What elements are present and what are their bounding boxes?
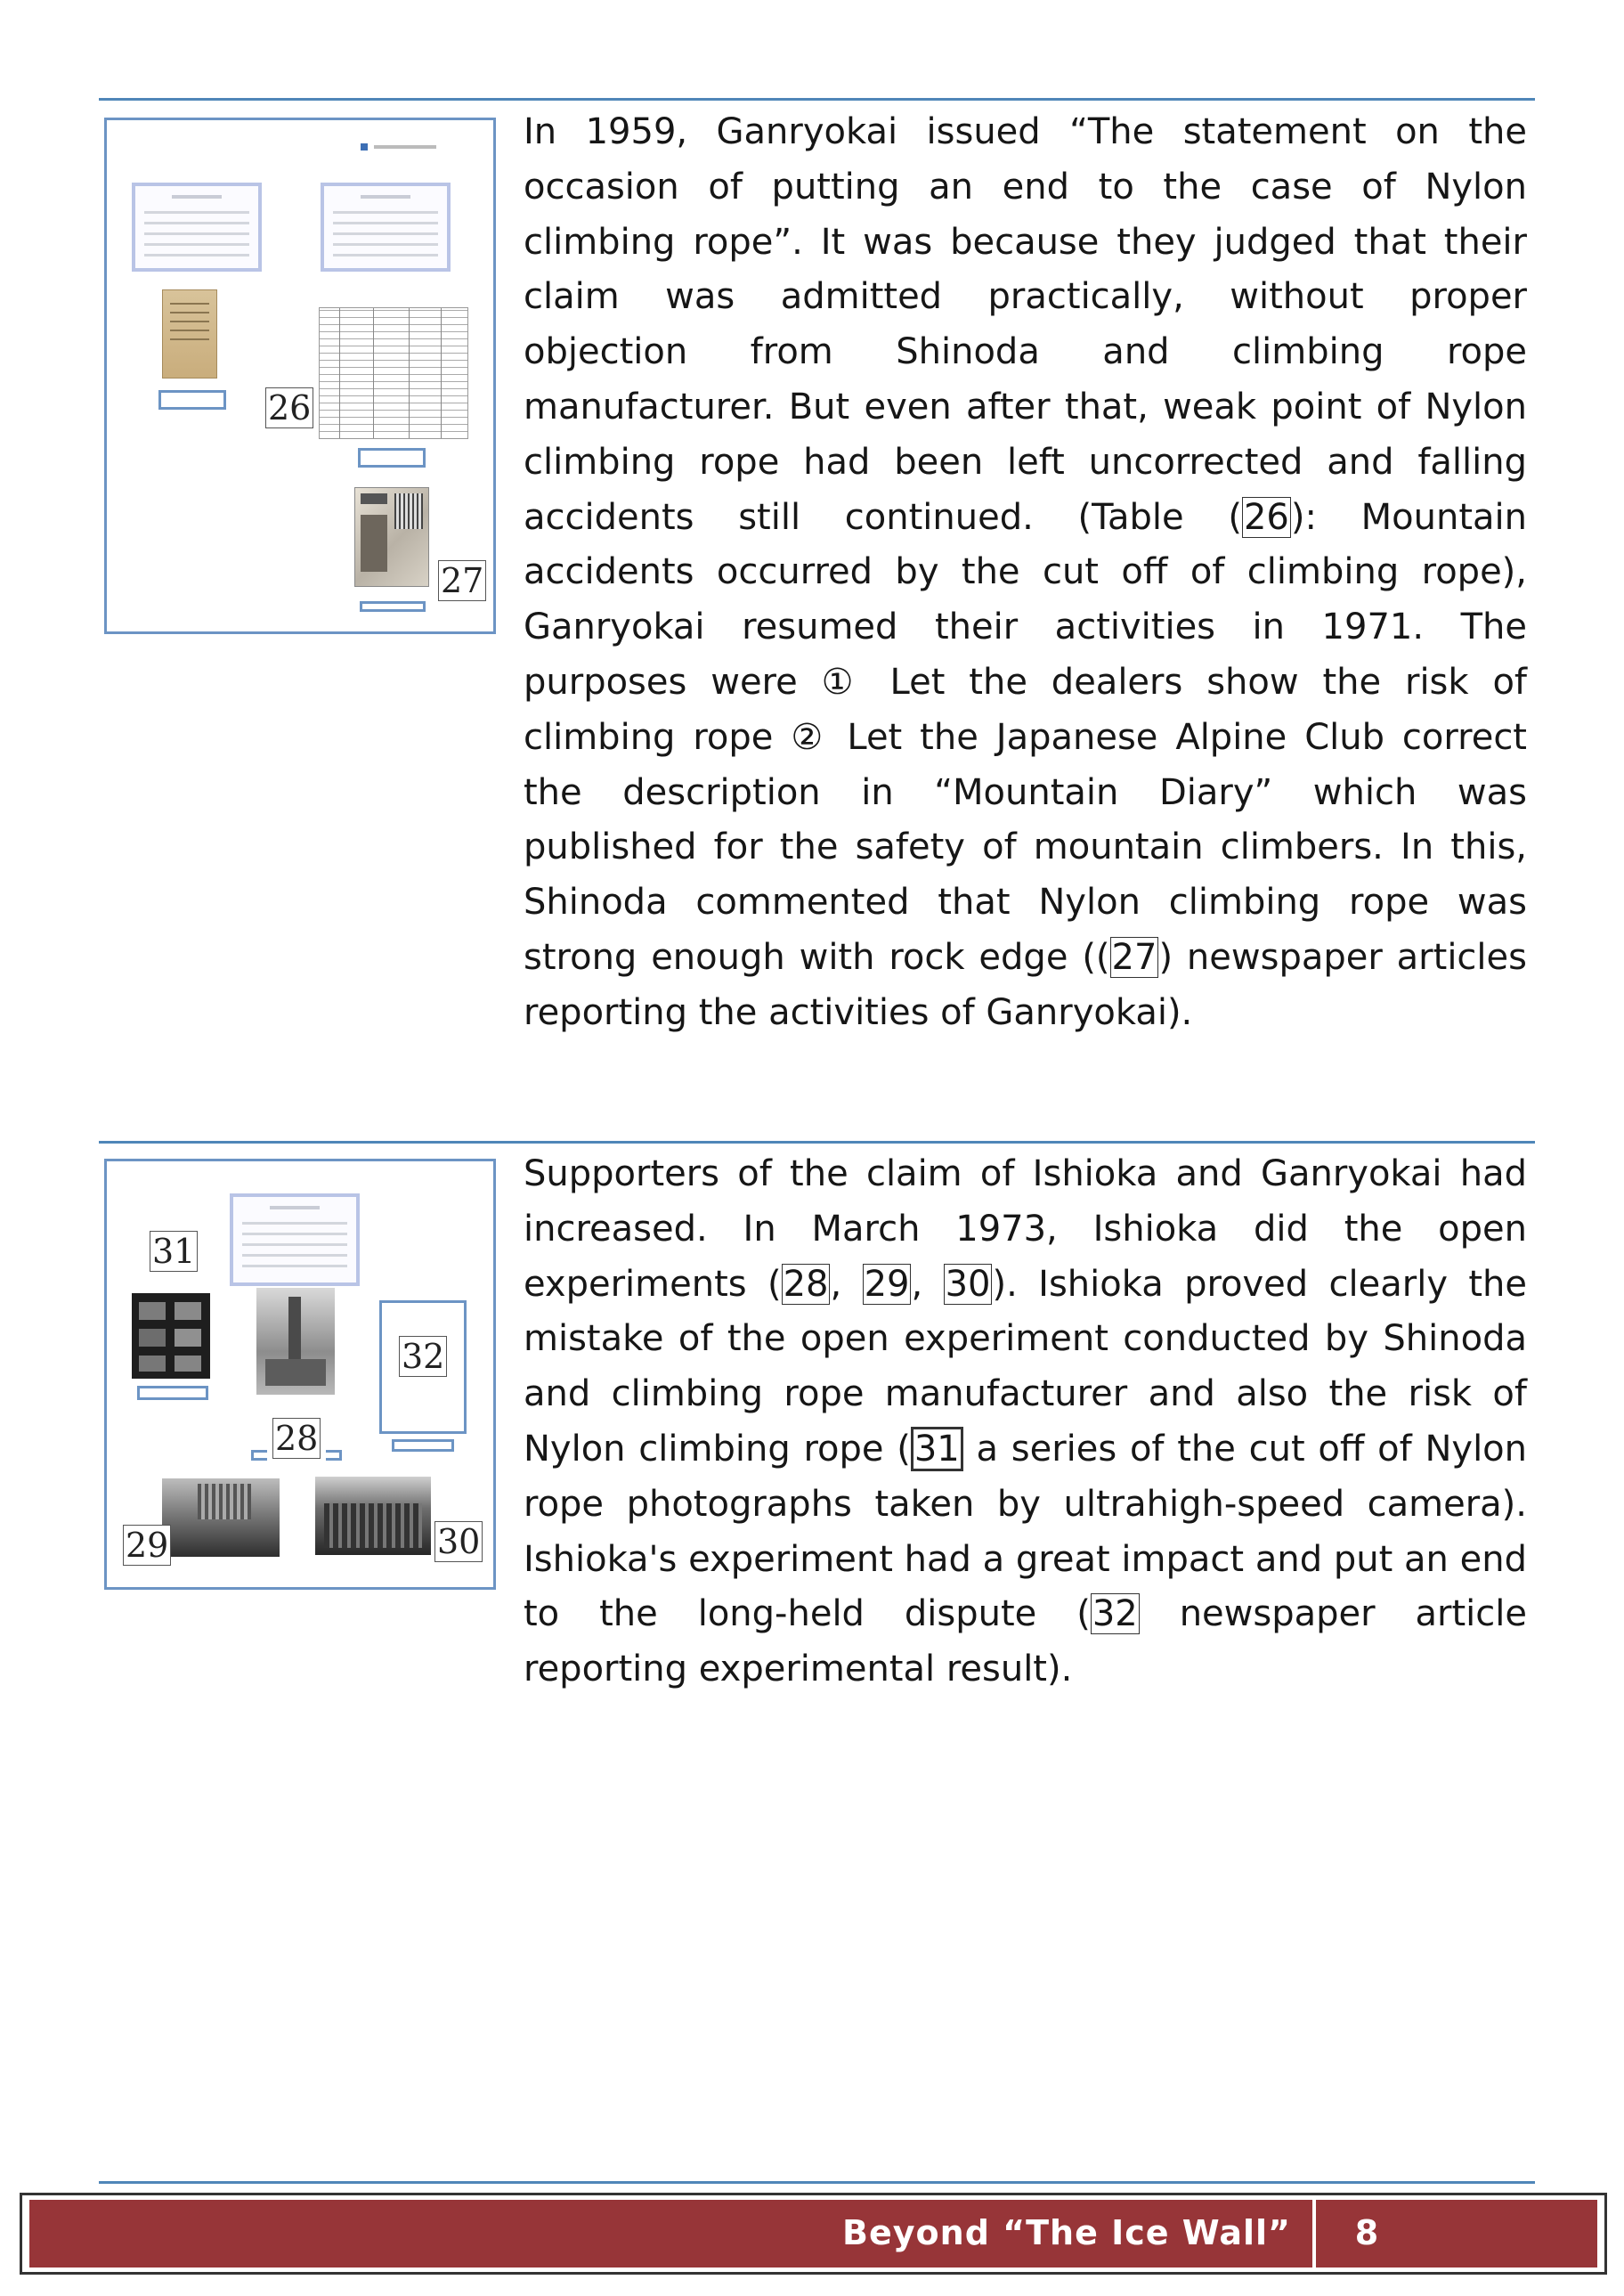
exhibit-label-31: 31 bbox=[150, 1231, 198, 1272]
exhibit-label-30: 30 bbox=[434, 1521, 483, 1562]
exhibit-experiment-caption-left bbox=[251, 1450, 267, 1461]
section-2-sep-1: , bbox=[830, 1263, 863, 1305]
exhibit-newspaper-photo bbox=[354, 487, 429, 587]
section-2-sep-2: , bbox=[911, 1263, 944, 1305]
exhibit-doc-card-experiment bbox=[230, 1193, 360, 1286]
exhibit-doc-card-right bbox=[321, 183, 451, 272]
exhibit-header-icon bbox=[361, 143, 368, 151]
page-number: 8 bbox=[1354, 2213, 1379, 2252]
exhibit-newspaper-caption-box-top bbox=[358, 448, 426, 468]
exhibit-experiment-caption-right bbox=[326, 1450, 342, 1461]
footer-title: Beyond “The Ice Wall” bbox=[842, 2213, 1291, 2252]
exhibit-label-26: 26 bbox=[265, 387, 313, 428]
exhibit-newspaper-frame-caption bbox=[392, 1439, 454, 1452]
section-2-top-rule bbox=[99, 1141, 1535, 1144]
section-1-text-a: In 1959, Ganryokai issued “The statement on the occasion of putting an end to the case of Nylon climbing rope”. It was because they judged that their claim was admitted practically, without proper objection from Shinoda and climbing rope manufacturer. But even after that, weak point of Nylon climbing rope had been left uncorrected and falling accidents still continued. (Table ( bbox=[524, 111, 1527, 538]
section-1-text-b: ): Mountain accidents occurred by the cut off of climbing rope), Ganryokai resumed their activities in 1971. The purposes were ① Let the dealers show the risk of climbing rope ② Let the Japanese Alpine Club correct the description in “Mountain Diary” which was published for the safety of mountain climbers. In this, Shinoda commented that Nylon climbing rope was strong enough with rock edge (( bbox=[524, 496, 1527, 978]
section-2-paragraph bbox=[524, 1147, 1527, 1698]
exhibit-crowd-photo-left bbox=[162, 1478, 280, 1557]
exhibit-letter-photo bbox=[162, 289, 217, 379]
ref-31: 31 bbox=[911, 1427, 963, 1471]
exhibit-table-image bbox=[319, 307, 468, 439]
section-2-text-c: a series of the cut off of Nylon rope photographs taken by ultrahigh-speed camera). Ishioka's experiment had a great impact and put an end to the long-held dispute ( bbox=[524, 1428, 1528, 1635]
section-2-text-d: newspaper article reporting experimental result). bbox=[524, 1593, 1527, 1690]
section-1-exhibit-thumbnail bbox=[104, 118, 496, 634]
exhibit-header-line bbox=[374, 145, 436, 149]
exhibit-label-29: 29 bbox=[123, 1525, 171, 1566]
footer-separator bbox=[1312, 2200, 1316, 2268]
section-1-text-c: ) newspaper articles reporting the activities of Ganryokai). bbox=[524, 936, 1527, 1033]
section-1-top-rule bbox=[99, 98, 1535, 101]
exhibit-experiment-photo bbox=[256, 1288, 335, 1395]
exhibit-newspaper-caption-box bbox=[360, 601, 426, 612]
exhibit-film-caption-box bbox=[137, 1386, 208, 1400]
exhibit-crowd-photo-right bbox=[315, 1477, 431, 1555]
footer-top-rule bbox=[99, 2181, 1535, 2184]
exhibit-label-32: 32 bbox=[399, 1336, 447, 1377]
ref-27: 27 bbox=[1111, 936, 1157, 978]
section-2-text-a: Supporters of the claim of Ishioka and Ganryokai had increased. In March 1973, Ishioka did the open experiments ( bbox=[524, 1153, 1527, 1305]
exhibit-label-27: 27 bbox=[438, 560, 486, 601]
exhibit-film-strip-photo bbox=[132, 1293, 210, 1379]
exhibit-doc-card-left bbox=[132, 183, 262, 272]
section-2-text-b: ). Ishioka proved clearly the mistake of the open experiment conducted by Shinoda and climbing rope manufacturer and also the risk of Nylon climbing rope ( bbox=[524, 1263, 1528, 1470]
ref-30: 30 bbox=[945, 1263, 991, 1305]
ref-28: 28 bbox=[783, 1263, 829, 1305]
exhibit-letter-caption-box bbox=[158, 390, 226, 410]
ref-29: 29 bbox=[864, 1263, 910, 1305]
section-1-paragraph bbox=[524, 105, 1527, 1041]
section-2-exhibit-thumbnail bbox=[104, 1159, 496, 1590]
ref-32: 32 bbox=[1092, 1593, 1138, 1635]
ref-26: 26 bbox=[1243, 496, 1289, 538]
exhibit-label-28: 28 bbox=[272, 1418, 321, 1459]
